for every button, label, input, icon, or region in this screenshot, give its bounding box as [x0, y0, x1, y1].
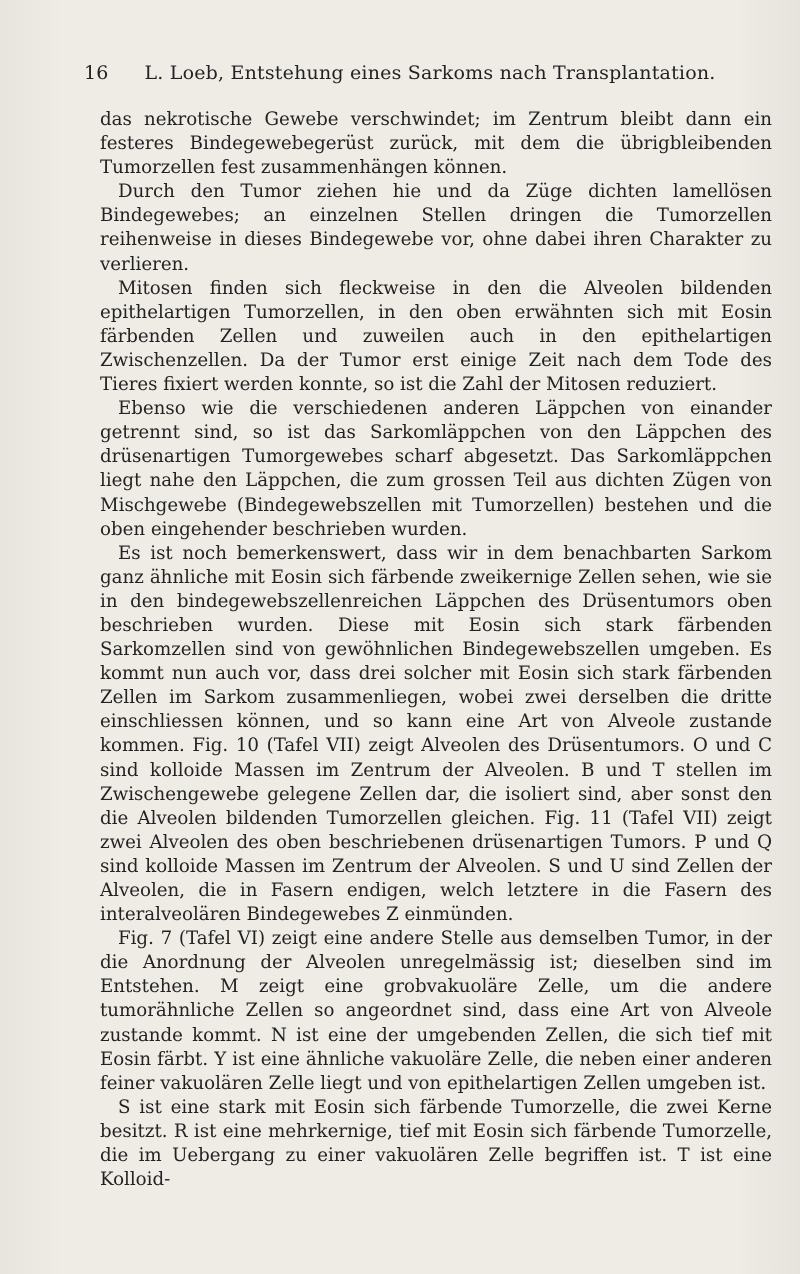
paragraph: das nekrotische Gewebe verschwindet; im Zentrum bleibt dann ein festeres Bindegewebegerüst zurück, mit dem die übrigbleibenden Tumorzellen fest zusammenhängen können. [100, 109, 772, 179]
body-text [100, 108, 772, 1192]
paragraph: Durch den Tumor ziehen hie und da Züge dichten lamellösen Bindegewebes; an einzelnen Stellen dringen die Tumorzellen reihenweise in dieses Bindegewebe vor, ohne dabei ihren Charakter zu verlieren. [100, 181, 772, 275]
running-header [84, 58, 770, 88]
running-title: L. Loeb, Entstehung eines Sarkoms nach Transplantation. [144, 62, 716, 84]
paragraph: Es ist noch bemerkenswert, dass wir in dem benachbarten Sarkom ganz ähnliche mit Eosin sich färbende zweikernige Zellen sehen, wie sie in den bindegewebszellenreichen Läppchen des Drüsentumors oben beschrieben wurden. Diese mit Eosin sich stark färbenden Sarkomzellen sind von gewöhnlichen Bindegewebszellen umgeben. Es kommt nun auch vor, dass drei solcher mit Eosin sich stark färbenden Zellen im Sarkom zusammenliegen, wobei zwei derselben die dritte einschliessen können, und so kann eine Art von Alveole zustande kommen. Fig. 10 (Tafel VII) zeigt Alveolen des Drüsentumors. O und C sind kolloide Massen im Zentrum der Alveolen. B und T stellen im Zwischengewebe gelegene Zellen dar, die isoliert sind, aber sonst den die Alveolen bildenden Tumorzellen gleichen. Fig. 11 (Tafel VII) zeigt zwei Alveolen des oben beschriebenen drüsenartigen Tumors. P und Q sind kolloide Massen im Zentrum der Alveolen. S und U sind Zellen der Alveolen, die in Fasern endigen, welch letztere in die Fasern des interalveolären Bindegewebes Z einmünden. [100, 542, 772, 926]
page-number: 16 [84, 62, 109, 84]
paragraph: Ebenso wie die verschiedenen anderen Läppchen von einander getrennt sind, so ist das Sarkomläppchen von den Läppchen des drüsenartigen Tumorgewebes scharf abgesetzt. Das Sarkomläppchen liegt nahe den Läppchen, die zum grossen Teil aus dichten Zügen von Mischgewebe (Bindegewebszellen mit Tumorzellen) bestehen und die oben eingehender beschrieben wurden. [100, 398, 772, 540]
paragraph: Mitosen finden sich fleckweise in den die Alveolen bildenden epithelartigen Tumorzellen, in den oben erwähnten sich mit Eosin färbenden Zellen und zuweilen auch in den epithelartigen Zwischenzellen. Da der Tumor erst einige Zeit nach dem Tode des Tieres fixiert werden konnte, so ist die Zahl der Mitosen reduziert. [100, 277, 772, 396]
paragraph: S ist eine stark mit Eosin sich färbende Tumorzelle, die zwei Kerne besitzt. R ist eine mehrkernige, tief mit Eosin sich färbende Tumorzelle, die im Uebergang zu einer vakuolären Zelle begriffen ist. T ist eine Kolloid- [100, 1096, 772, 1191]
paragraph: Fig. 7 (Tafel VI) zeigt eine andere Stelle aus demselben Tumor, in der die Anordnung der Alveolen unregelmässig ist; dieselben sind im Entstehen. M zeigt eine grobvakuoläre Zelle, um die andere tumorähnliche Zellen so angeordnet sind, dass eine Art von Alveole zustande kommt. N ist eine der umgebenden Zellen, die sich tief mit Eosin färbt. Y ist eine ähnliche vakuoläre Zelle, die neben einer anderen feiner vakuolären Zelle liegt und von epithelartigen Zellen umgeben ist. [100, 928, 772, 1094]
